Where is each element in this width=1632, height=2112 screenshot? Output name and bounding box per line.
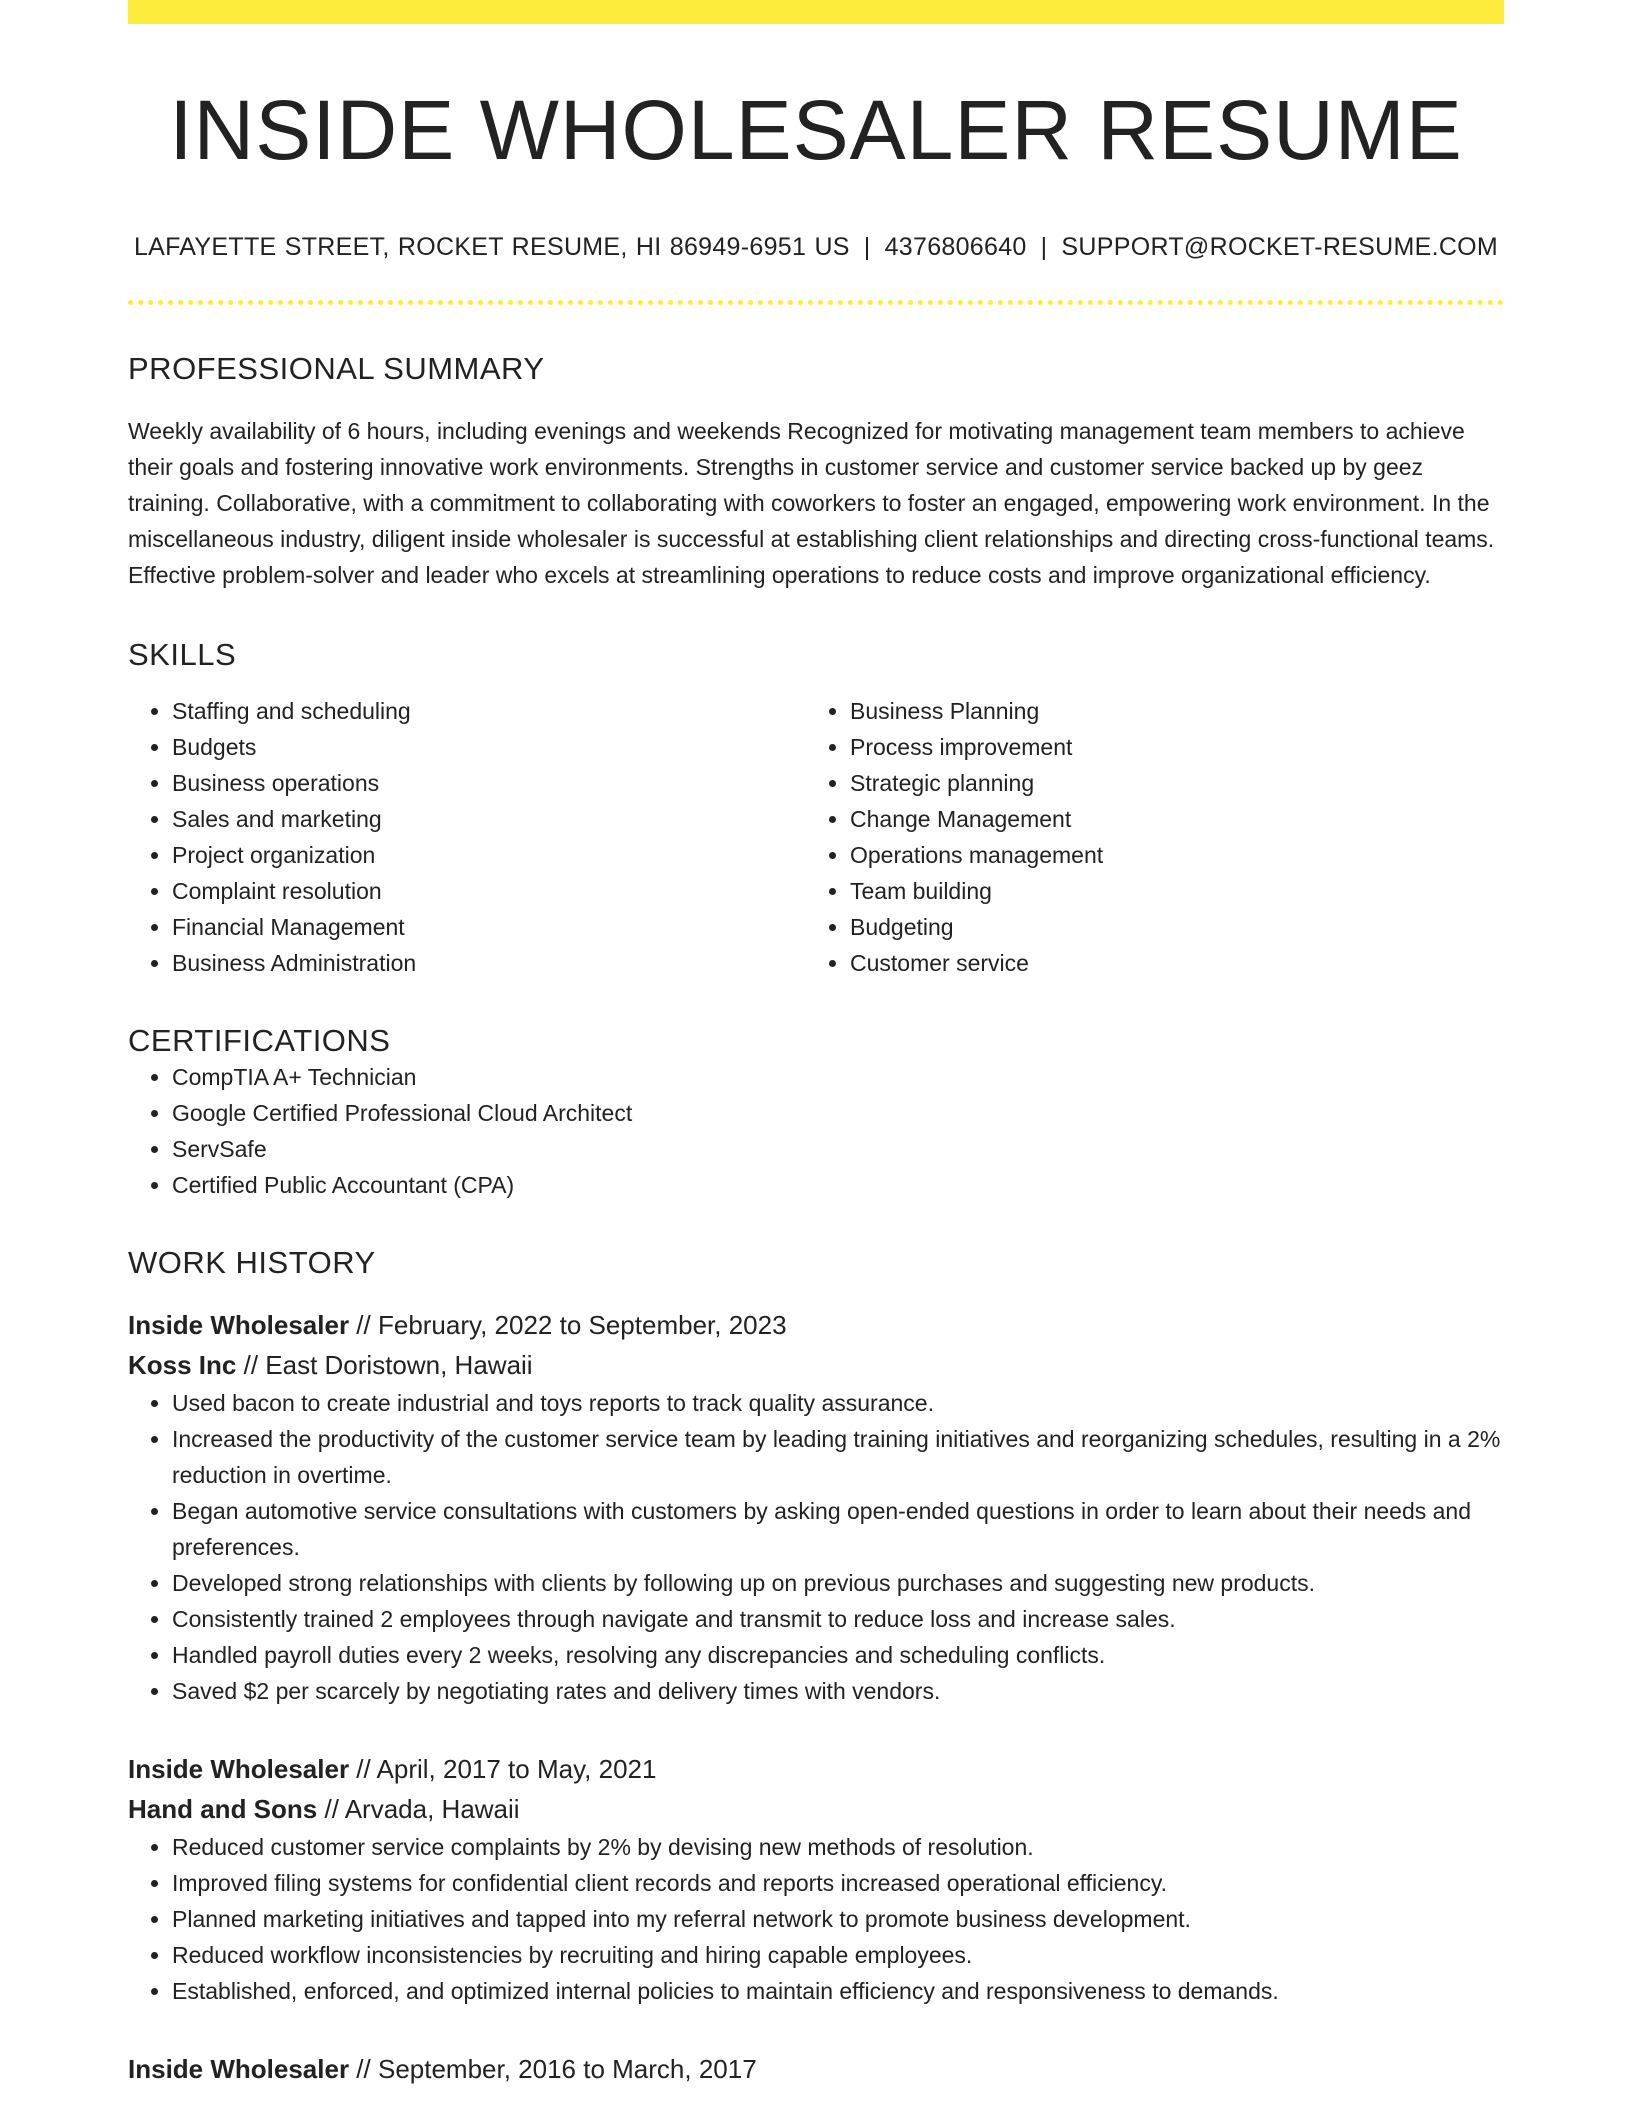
job-bullet: • Developed strong relationships with clients by following up on previous purchases and suggesting new products. (172, 1565, 1504, 1601)
skill-item: • Financial Management (172, 909, 806, 945)
skill-item: • Business operations (172, 765, 806, 801)
summary-text: Weekly availability of 6 hours, including evenings and weekends Recognized for motivating management team members to achieve their goals and fostering innovative work environments. Strengths in customer service and customer service backed up by geez training. Collaborative, with a commitment to collaborating with coworkers to foster an engaged, empowering work environment. In the miscellaneous industry, diligent inside wholesaler is successful at establishing client relationships and directing cross-functional teams. Effective problem-solver and leader who excels at streamlining operations to reduce costs and improve organizational efficiency. (128, 418, 1495, 589)
skill-item: • Sales and marketing (172, 801, 806, 837)
job-bullet: • Established, enforced, and optimized internal policies to maintain efficiency and responsiveness to demands. (172, 1973, 1504, 2009)
skill-item: • Business Administration (172, 945, 806, 981)
contact-separator: | (1040, 233, 1048, 262)
dotted-divider (128, 300, 1504, 305)
job-dates: // February, 2022 to September, 2023 (349, 1310, 787, 1341)
resume-page (128, 0, 1504, 2089)
job-location: // East Doristown, Hawaii (236, 1350, 533, 1381)
top-accent-bar (128, 0, 1504, 24)
job-dates: // April, 2017 to May, 2021 (349, 1754, 657, 1785)
work-history-heading: WORK HISTORY (128, 1245, 376, 1281)
job-bullet: • Reduced workflow inconsistencies by recruiting and hiring capable employees. (172, 1937, 1504, 1973)
skill-item: • Strategic planning (850, 765, 1484, 801)
job-company-line (128, 1345, 1504, 1385)
certification-item: • Certified Public Accountant (CPA) (172, 1167, 1504, 1203)
skills-left-column (128, 693, 806, 981)
job-bullet: • Reduced customer service complaints by 2% by devising new methods of resolution. (172, 1829, 1504, 1865)
skill-item: • Process improvement (850, 729, 1484, 765)
skills-heading: SKILLS (128, 637, 237, 673)
job-entry (128, 1305, 1504, 1709)
skill-item: • Business Planning (850, 693, 1484, 729)
skills-right-list (806, 693, 1484, 981)
job-bullet: • Consistently trained 2 employees through navigate and transmit to reduce loss and increase sales. (172, 1601, 1504, 1637)
contact-address: LAFAYETTE STREET, ROCKET RESUME, HI 86949-6951 US (133, 233, 850, 262)
job-company: Koss Inc (128, 1350, 237, 1381)
certification-item: • CompTIA A+ Technician (172, 1059, 1504, 1095)
certifications-list (128, 1059, 1504, 1203)
job-bullet: • Saved $2 per scarcely by negotiating rates and delivery times with vendors. (172, 1673, 1504, 1709)
skills-columns (128, 693, 1504, 981)
job-bullet: • Increased the productivity of the customer service team by leading training initiatives and reorganizing schedules, resulting in a 2% reduction in overtime. (172, 1421, 1504, 1493)
contact-line (128, 232, 1504, 262)
certification-item: • Google Certified Professional Cloud Architect (172, 1095, 1504, 1131)
job-dates: // September, 2016 to March, 2017 (349, 2054, 757, 2085)
contact-phone: 4376806640 (884, 233, 1027, 262)
job-role: Inside Wholesaler (128, 1310, 350, 1341)
job-role-line (128, 1749, 1504, 1789)
resume-title: INSIDE WHOLESALER RESUME (169, 83, 1463, 177)
skill-item: • Budgets (172, 729, 806, 765)
job-location: // Arvada, Hawaii (317, 1794, 520, 1825)
job-company-line (128, 1789, 1504, 1829)
skill-item: • Project organization (172, 837, 806, 873)
job-role-line (128, 2049, 1504, 2089)
skill-item: • Budgeting (850, 909, 1484, 945)
job-role: Inside Wholesaler (128, 1754, 350, 1785)
contact-separator: | (863, 233, 871, 262)
job-bullet: • Improved filing systems for confidential client records and reports increased operational efficiency. (172, 1865, 1504, 1901)
job-bullet: • Used bacon to create industrial and toys reports to track quality assurance. (172, 1385, 1504, 1421)
certifications-heading: CERTIFICATIONS (128, 1023, 391, 1059)
job-entry (128, 2049, 1504, 2089)
job-company: Hand and Sons (128, 1794, 318, 1825)
skill-item: • Customer service (850, 945, 1484, 981)
skill-item: • Complaint resolution (172, 873, 806, 909)
job-bullet: • Began automotive service consultations with customers by asking open-ended questions in order to learn about their needs and preferences. (172, 1493, 1504, 1565)
job-role: Inside Wholesaler (128, 2054, 350, 2085)
job-bullet-list (128, 1829, 1504, 2009)
skills-right-column (806, 693, 1484, 981)
job-entry (128, 1749, 1504, 2009)
job-bullet: • Handled payroll duties every 2 weeks, resolving any discrepancies and scheduling conflicts. (172, 1637, 1504, 1673)
summary-heading: PROFESSIONAL SUMMARY (128, 351, 545, 387)
job-bullet: • Planned marketing initiatives and tapped into my referral network to promote business development. (172, 1901, 1504, 1937)
skills-left-list (128, 693, 806, 981)
job-bullet-list (128, 1385, 1504, 1709)
contact-email: SUPPORT@ROCKET-RESUME.COM (1061, 233, 1499, 262)
skill-item: • Staffing and scheduling (172, 693, 806, 729)
certification-item: • ServSafe (172, 1131, 1504, 1167)
skill-item: • Change Management (850, 801, 1484, 837)
skill-item: • Team building (850, 873, 1484, 909)
skill-item: • Operations management (850, 837, 1484, 873)
job-role-line (128, 1305, 1504, 1345)
